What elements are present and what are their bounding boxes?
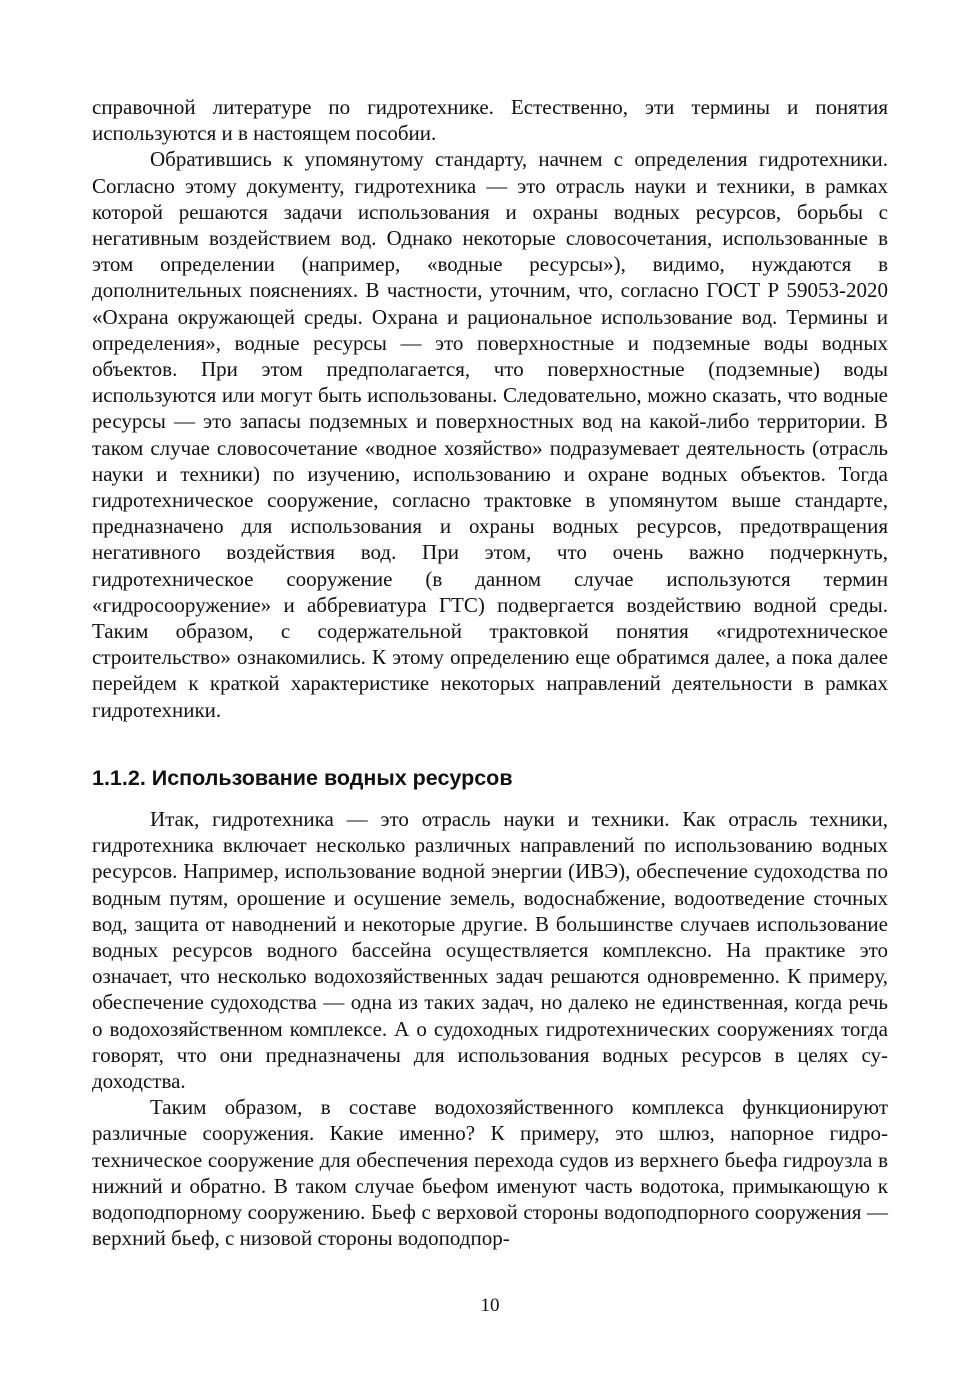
continuation-paragraph: справочной литературе по гидротехнике. Естественно, эти термины и понятия используются и в настоящем пособии.: [92, 95, 888, 146]
body-text-lower: [92, 806, 888, 1251]
paragraph-water-complex-structures: Таким образом, в составе водохозяйственного комплекса функционируют различные сооружения. Какие именно? К примеру, это шлюз, напорное гидротехническое сооружение для обеспечения перехода судов из верхнего бьефа гидроузла в нижний и обратно. В таком случае бьефом именуют часть водотока, примыкающую к водоподпорному сооружению. Бьеф с верховой стороны водоподпорного сооружения — верхний бьеф, с низовой стороны водоподпор-: [92, 1095, 888, 1251]
paragraph-standard-definition: Обратившись к упомянутому стандарту, начнем с определения гидротехники. Согласно этому документу, гидротехника — это отрасль науки и техники, в рамках которой решаются задачи использования и охраны водных ресурсов, борьбы с негативным воздействием вод. Однако некоторые словосочетания, использованные в этом определении (например, «водные ресурсы»), видимо, нуждаются в дополнительных пояснениях. В частности, уточним, что, согласно ГОСТ Р 59053-2020 «Охрана окружающей среды. Охрана и рациональное использование вод. Термины и определения», водные ресурсы — это поверхностные и подземные воды водных объектов. При этом предполагается, что поверхностные (подземные) воды используются или могут быть использованы. Следовательно, можно сказать, что водные ресурсы — это запасы подземных и поверхностных вод на какой-либо территории. В таком случае словосочетание «водное хозяйство» подразумевает деятельность (отрасль науки и техники) по изучению, использованию и охране водных объектов. Тогда гидротехническое сооружение, согласно трактовке в упомянутом выше стандарте, предназначено для использования и охраны водных ресурсов, предотвращения негативного воздействия вод. При этом, что очень важно подчеркнуть, гидротехническое сооружение (в данном случае используются термин «гидросооружение» и аббревиатура ГТС) подвергается воздействию водной среды. Таким образом, с содержательной трактовкой понятия «гидротехническое строительство» ознакомились. К этому определению еще обратимся далее, а пока далее перейдем к краткой характеристике некоторых направлений деятельности в рамках гидротехники.: [92, 147, 888, 722]
page-number: 10: [480, 1295, 500, 1316]
section-heading: 1.1.2. Использование водных ресурсов: [92, 766, 513, 790]
paragraph-water-resources-use: Итак, гидротехника — это отрасль науки и техники. Как отрасль техники, гидротехника включает несколько различных направлений по использованию водных ресурсов. Например, использование водной энергии (ИВЭ), обеспечение судоходства по водным путям, орошение и осушение земель, водоснабжение, водоотведение сточных вод, защита от наводнений и некоторые другие. В большинстве случаев использование водных ресурсов водного бассейна осуществляется комплексно. На практике это означает, что несколько водохозяйственных задач решаются одновременно. К примеру, обеспечение судоходства — одна из таких задач, но далеко не единственная, когда речь о водохозяйственном комплексе. А о судоходных гидротехнических сооружениях тогда говорят, что они предназначены для использования водных ресурсов в целях судоходства.: [92, 807, 888, 1094]
body-text-upper: [92, 94, 888, 723]
